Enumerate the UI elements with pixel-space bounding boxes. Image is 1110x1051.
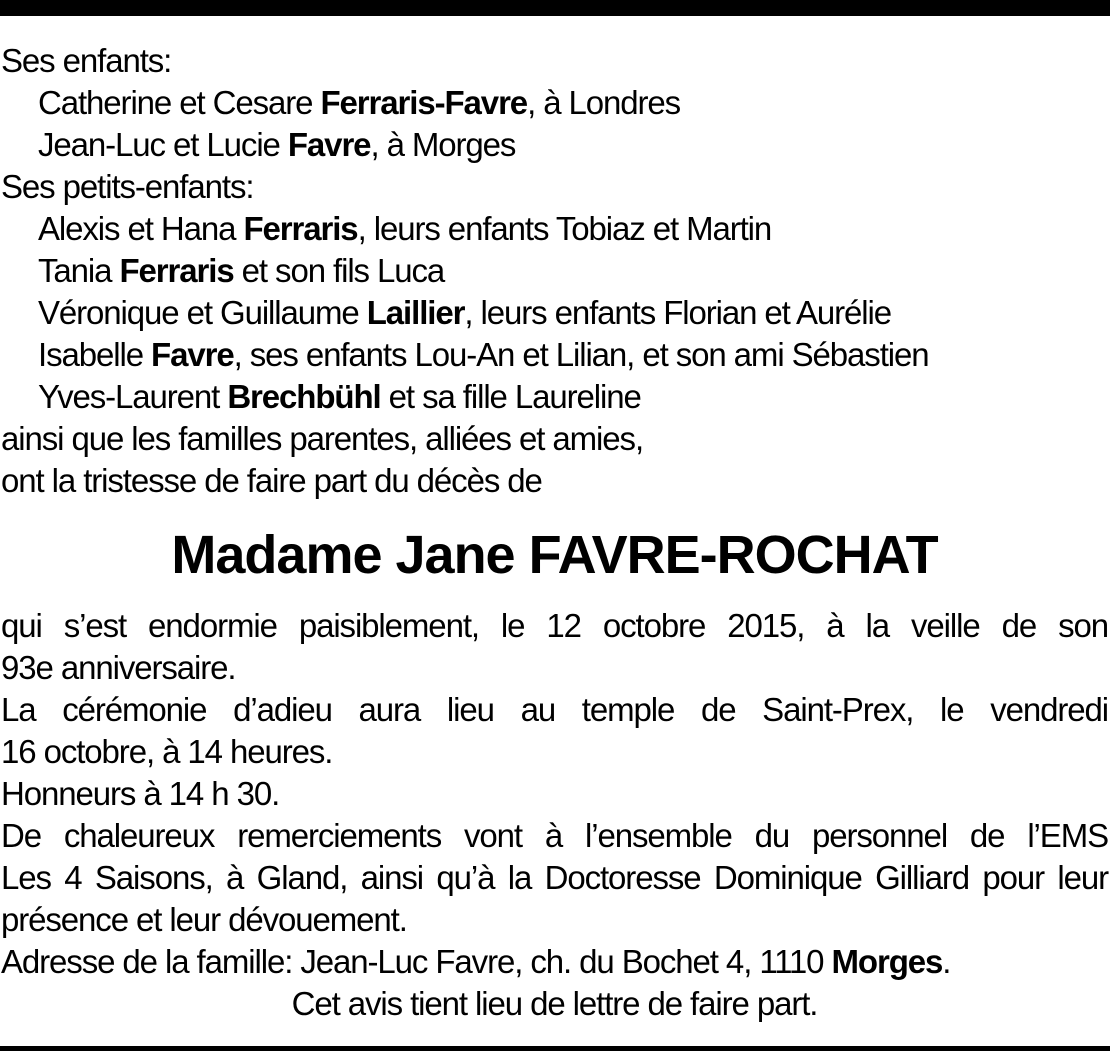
family-name: Ferraris	[119, 252, 234, 289]
closing-note: Cet avis tient lieu de lettre de faire part.	[291, 985, 818, 1022]
top-rule	[0, 0, 1110, 16]
address-text: .	[942, 943, 951, 980]
entry-text: Isabelle	[38, 336, 152, 373]
deceased-name: Madame Jane FAVRE-ROCHAT	[171, 525, 938, 585]
family-name: Favre	[151, 336, 234, 373]
body-line	[1, 815, 1108, 857]
grandchild-entry	[1, 292, 1108, 334]
address-town: Morges	[831, 943, 943, 980]
obituary-notice	[1, 40, 1108, 1025]
children-heading: Ses enfants:	[1, 42, 172, 79]
child-entry	[1, 124, 1108, 166]
entry-text: , ses enfants Lou-An et Lilian, et son ami Sébastien	[233, 336, 929, 373]
entry-text: Catherine et Cesare	[38, 84, 321, 121]
grandchild-entry	[1, 250, 1108, 292]
family-name: Laillier	[366, 294, 465, 331]
family-name: Favre	[287, 126, 371, 163]
entry-text: , à Morges	[370, 126, 516, 163]
body-line: 16 octobre, à 14 heures.	[1, 733, 333, 770]
announcement-line: ont la tristesse de faire part du décès de	[1, 462, 542, 499]
entry-text: , leurs enfants Florian et Aurélie	[464, 294, 892, 331]
entry-text: , leurs enfants Tobiaz et Martin	[357, 210, 772, 247]
family-name: Ferraris-Favre	[320, 84, 528, 121]
body-line	[1, 605, 1108, 647]
entry-text: Véronique et Guillaume	[38, 294, 367, 331]
body-line	[1, 689, 1108, 731]
entry-text: , à Londres	[527, 84, 681, 121]
entry-text: Yves-Laurent	[38, 378, 228, 415]
body-text: qui s’est endormie paisiblement, le 12 octobre 2015, à la veille de son	[1, 607, 1108, 644]
entry-text: Jean-Luc et Lucie	[38, 126, 288, 163]
entry-text: et sa fille Laureline	[380, 378, 641, 415]
entry-text: Alexis et Hana	[38, 210, 244, 247]
family-name: Brechbühl	[227, 378, 381, 415]
grandchild-entry	[1, 376, 1108, 418]
grandchild-entry	[1, 208, 1108, 250]
entry-text: et son fils Luca	[233, 252, 445, 289]
entry-text: Tania	[38, 252, 120, 289]
family-name: Ferraris	[243, 210, 358, 247]
body-text: La cérémonie d’adieu aura lieu au temple de Saint-Prex, le vendredi	[1, 691, 1108, 728]
family-address	[1, 941, 1108, 983]
body-text: De chaleureux remerciements vont à l’ensemble du personnel de l’EMS	[1, 817, 1108, 854]
body-line: 93e anniversaire.	[1, 649, 236, 686]
grandchildren-heading: Ses petits-enfants:	[1, 168, 254, 205]
child-entry	[1, 82, 1108, 124]
body-line: Honneurs à 14 h 30.	[1, 775, 280, 812]
body-line: présence et leur dévouement.	[1, 901, 407, 938]
body-text: Les 4 Saisons, à Gland, ainsi qu’à la Doctoresse Dominique Gilliard pour leur	[1, 859, 1108, 896]
grandchild-entry	[1, 334, 1108, 376]
bottom-rule	[0, 1046, 1110, 1051]
address-text: Adresse de la famille: Jean-Luc Favre, ch. du Bochet 4, 1110	[1, 943, 832, 980]
families-line: ainsi que les familles parentes, alliées et amies,	[1, 420, 644, 457]
body-line	[1, 857, 1108, 899]
